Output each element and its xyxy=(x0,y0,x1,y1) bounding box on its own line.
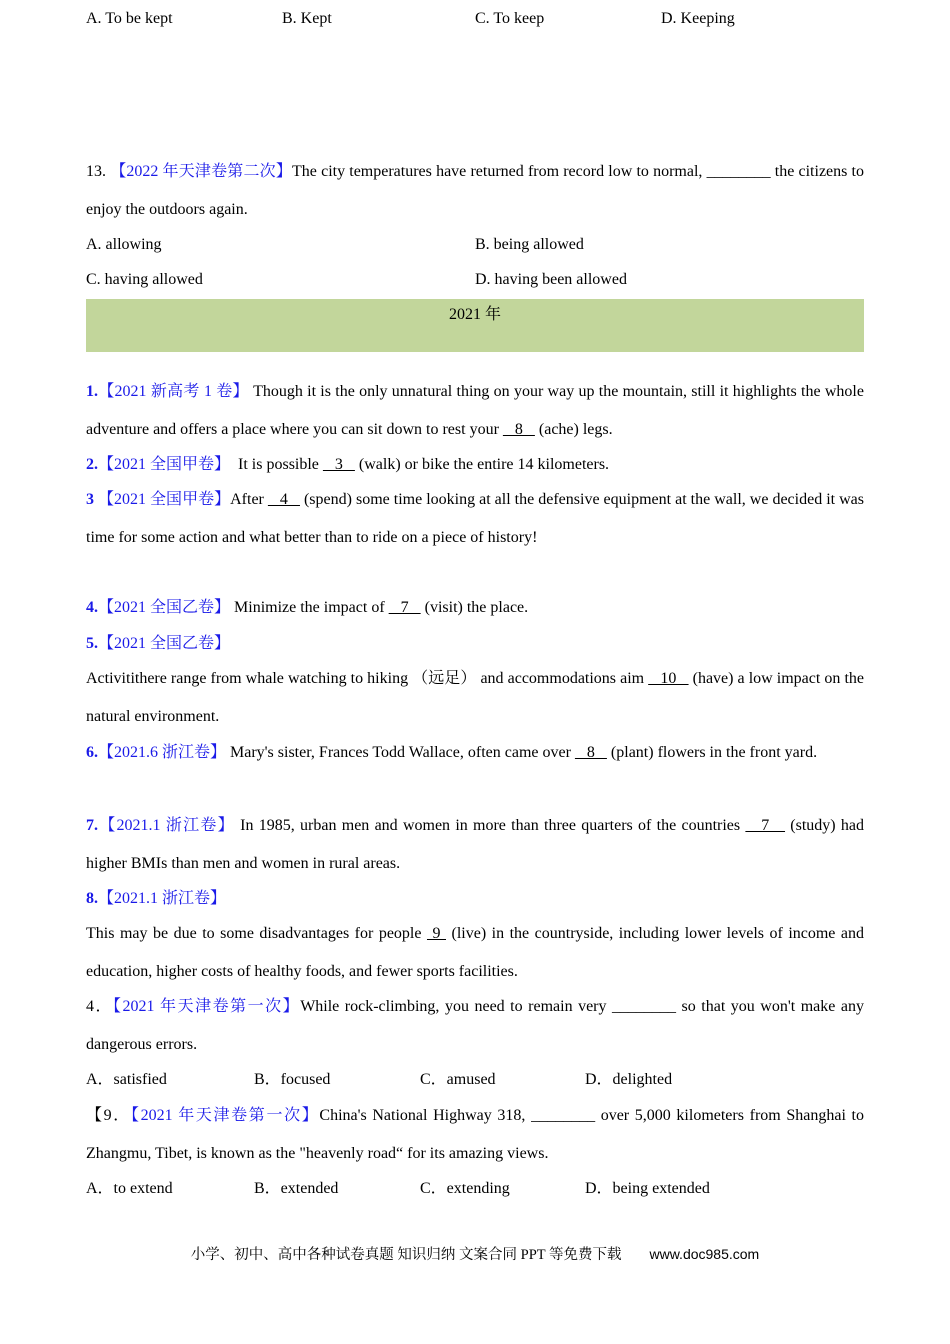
text-segment: ________ xyxy=(706,163,771,180)
text-segment: 【2022 年天津卷第二次】 xyxy=(110,163,293,180)
question-5-text xyxy=(86,660,864,735)
text-segment: 8. xyxy=(86,890,98,907)
tianjin-question-4-options xyxy=(86,1061,864,1099)
text-segment: After xyxy=(230,491,268,508)
text-segment: (have) a low impact on the natural environment. xyxy=(86,670,864,725)
footer-promo-text: 小学、初中、高中各种试卷真题 知识归纳 文案合同 PPT 等免费下载 xyxy=(190,1247,622,1263)
question-5-header xyxy=(86,625,864,663)
option-a: A. allowing xyxy=(86,236,162,253)
option-c: C. To keep xyxy=(475,10,545,27)
question-7-text xyxy=(86,807,864,882)
option-a: A．satisfied xyxy=(86,1071,167,1088)
text-segment: 【2021.6 浙江卷】 xyxy=(98,744,227,761)
text-segment: Though it is the only unnatural thing on your way up the mountain, still it highlights the whole adventure and offers a place where you can sit down to rest your xyxy=(86,383,864,438)
text-segment: 4． xyxy=(86,998,114,1015)
question-13-options-ab xyxy=(86,226,864,264)
text-segment: 【2021.1 浙江卷】 xyxy=(98,817,235,834)
question-13-options-cd xyxy=(86,261,864,299)
question-2-text xyxy=(86,446,864,484)
text-segment: 7 xyxy=(745,817,786,834)
question-8-header xyxy=(86,880,864,918)
text-segment: The city temperatures have returned from record low to normal, xyxy=(292,163,707,180)
text-segment: 7 xyxy=(388,599,421,616)
option-a: A. To be kept xyxy=(86,10,173,27)
option-c: C．extending xyxy=(420,1180,510,1197)
text-segment: ________ xyxy=(531,1107,596,1124)
question-12-options-row xyxy=(86,0,864,38)
text-segment: 3 xyxy=(86,491,99,508)
text-segment: 10 xyxy=(648,670,689,687)
text-segment: 【2021 全国甲卷】 xyxy=(98,456,231,473)
text-segment: 【9． xyxy=(86,1107,131,1124)
text-segment: 2. xyxy=(86,456,98,473)
text-segment: 9 xyxy=(426,925,446,942)
option-d: D．being extended xyxy=(585,1180,710,1197)
text-segment: While rock-climbing, you need to remain very xyxy=(300,998,613,1015)
text-segment: 【2021 全国甲卷】 xyxy=(98,491,231,508)
text-segment: 【2021 年天津卷第一次】 xyxy=(113,998,301,1015)
option-b: B．focused xyxy=(254,1071,331,1088)
text-segment: 5. xyxy=(86,635,98,652)
text-segment: 【2021 年天津卷第一次】 xyxy=(130,1107,320,1124)
question-8-text xyxy=(86,915,864,990)
question-6-text xyxy=(86,734,864,772)
tianjin-question-9-options xyxy=(86,1170,864,1208)
text-segment: ________ xyxy=(612,998,677,1015)
question-3-text xyxy=(86,481,864,556)
text-segment: China's National Highway 318, xyxy=(319,1107,532,1124)
text-segment: (study) had higher BMIs than men and women in rural areas. xyxy=(86,817,865,872)
text-segment: 【2021 全国乙卷】 xyxy=(98,635,231,652)
text-segment: (walk) or bike the entire 14 kilometers. xyxy=(354,456,610,473)
option-d: D. Keeping xyxy=(661,10,735,27)
text-segment: 4. xyxy=(86,599,98,616)
year-2021-banner xyxy=(86,299,864,352)
option-b: B. being allowed xyxy=(475,236,584,253)
option-d: D. having been allowed xyxy=(475,271,627,288)
text-segment: 8 xyxy=(502,420,535,438)
option-c: C. having allowed xyxy=(86,271,203,288)
text-segment: 4 xyxy=(267,491,300,508)
question-4-text xyxy=(86,589,864,627)
text-segment: so that you won't make any dangerous errors. xyxy=(86,998,864,1053)
page-footer xyxy=(0,1243,950,1266)
option-b: B．extended xyxy=(254,1180,339,1197)
year-banner-label: 2021 年 xyxy=(448,306,501,323)
text-segment: Mary's sister, Frances Todd Wallace, often came over xyxy=(226,744,575,761)
text-segment: (spend) some time looking at all the defensive equipment at the wall, we decided it was time for some action and what better than to ride on a piece of history! xyxy=(86,491,864,546)
text-segment: 【2021 新高考 1 卷】 xyxy=(98,383,249,400)
text-segment: 【2021.1 浙江卷】 xyxy=(98,890,227,907)
text-segment: (ache) legs. xyxy=(534,420,613,438)
option-c: C．amused xyxy=(420,1071,496,1088)
text-segment: 8 xyxy=(574,744,607,761)
option-b: B. Kept xyxy=(282,10,332,27)
text-segment: (visit) the place. xyxy=(420,599,529,616)
text-segment: 【2021 全国乙卷】 xyxy=(98,599,231,616)
text-segment: 13. xyxy=(86,163,111,180)
option-d: D．delighted xyxy=(585,1071,673,1088)
text-segment: Minimize the impact of xyxy=(230,599,389,616)
text-segment: over 5,000 kilometers from Shanghai to Zhangmu, Tibet, is known as the "heavenly road“ for its amazing views. xyxy=(86,1107,864,1162)
question-1-text xyxy=(86,373,864,448)
question-13-text xyxy=(86,153,864,228)
text-segment: 7. xyxy=(86,817,98,834)
text-segment: This may be due to some disadvantages for people xyxy=(86,925,427,942)
text-segment: the citizens to enjoy the outdoors again. xyxy=(86,163,865,218)
text-segment: (plant) flowers in the front yard. xyxy=(606,744,818,761)
text-segment: 3 xyxy=(322,456,355,473)
option-a: A．to extend xyxy=(86,1180,173,1197)
text-segment: In 1985, urban men and women in more than three quarters of the countries xyxy=(234,817,746,834)
footer-site-link[interactable]: www.doc985.com xyxy=(649,1246,760,1262)
text-segment: (live) in the countryside, including lower levels of income and education, higher costs of healthy foods, and fewer sports facilities. xyxy=(86,925,865,980)
text-segment: Activitithere range from whale watching to hiking （远足） and accommodations aim xyxy=(86,670,649,687)
text-segment: It is possible xyxy=(230,456,323,473)
text-segment: 1. xyxy=(86,383,98,400)
text-segment: 6. xyxy=(86,744,98,761)
tianjin-question-9-text xyxy=(86,1097,864,1172)
tianjin-question-4-text xyxy=(86,988,864,1063)
